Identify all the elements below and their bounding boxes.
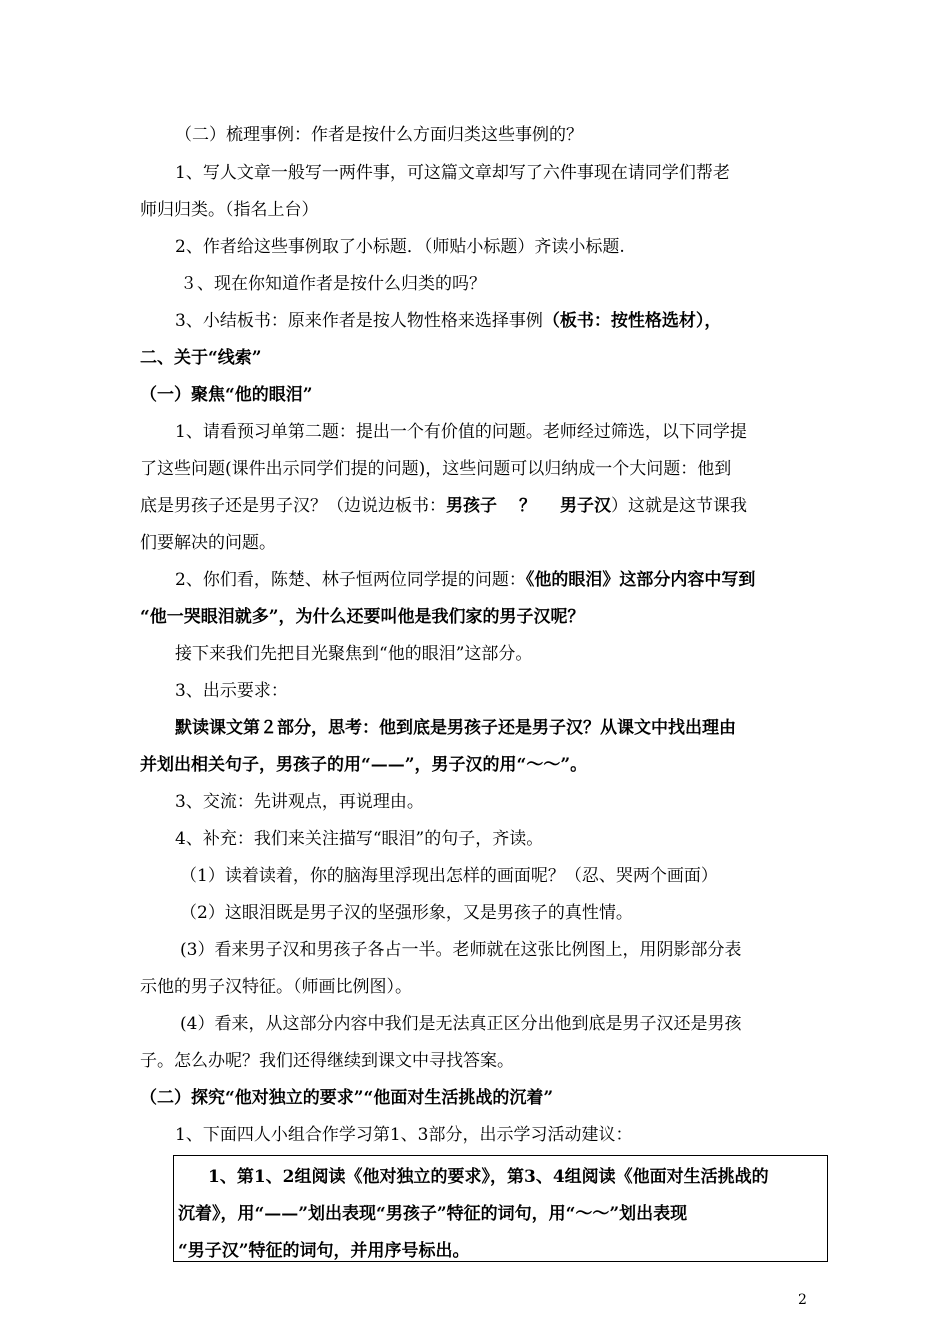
requirement-line: 默读课文第２部分，思考：他到底是男孩子还是男子汉？从课文中找出理由 <box>175 718 736 738</box>
paragraph-line: 示他的男子汉特征。（师画比例图）。 <box>140 977 412 997</box>
paragraph-line: 师归归类。（指名上台） <box>140 200 319 220</box>
text-run: 底是男孩子还是男子汉？（边说边板书： <box>140 496 446 516</box>
paragraph-line: 子。怎么办呢？我们还得继续到课文中寻找答案。 <box>140 1051 514 1071</box>
paragraph-line: 4、补充：我们来关注描写“眼泪”的句子，齐读。 <box>175 829 544 849</box>
paragraph-line: (3）看来男子汉和男孩子各占一半。老师就在这张比例图上，用阴影部分表 <box>180 940 742 960</box>
paragraph-line-summary <box>175 310 721 332</box>
paragraph-line: ３、现在你知道作者是按什么归类的吗？ <box>180 274 486 294</box>
paragraph-line: （1）读着读着，你的脑海里浮现出怎样的画面呢？（忍、哭两个画面） <box>180 866 718 886</box>
board-man-bold: 男子汉 <box>560 496 611 516</box>
text-run: 2、你们看，陈楚、林子恒两位同学提的问题： <box>175 570 526 590</box>
summary-text: 3、小结板书：原来作者是按人物性格来选择事例 <box>175 311 543 331</box>
board-question-bold: ？ <box>519 496 536 516</box>
section-heading-clue: 二、关于“线索” <box>140 348 262 368</box>
paragraph-line: (4）看来，从这部分内容中我们是无法真正区分出他到底是男子汉还是男孩 <box>180 1014 742 1034</box>
question-bold: 《他的眼泪》这部分内容中写到 <box>525 570 756 590</box>
page-number: 2 <box>798 1292 807 1308</box>
paragraph-line: 2、作者给这些事例取了小标题．（师贴小标题）齐读小标题. <box>175 237 625 257</box>
paragraph-line: 了这些问题(课件出示同学们提的问题)，这些问题可以归纳成一个大问题：他到 <box>140 459 732 479</box>
subsection-heading-tears: （一）聚焦“他的眼泪” <box>140 385 313 405</box>
board-boy-bold: 男孩子 <box>446 496 497 516</box>
paragraph-line: 们要解决的问题。 <box>140 533 276 553</box>
heading-sort-examples: （二）梳理事例：作者是按什么方面归类这些事例的？ <box>175 125 583 145</box>
paragraph-line: 接下来我们先把目光聚焦到“他的眼泪”这部分。 <box>175 644 533 664</box>
text-run: ）这就是这节课我 <box>611 496 747 516</box>
box-line: 沉着》，用“——”划出表现“男孩子”特征的词句，用“～～”划出表现 <box>178 1204 688 1224</box>
paragraph-line: 1、请看预习单第二题：提出一个有价值的问题。老师经过筛选，以下同学提 <box>175 422 747 442</box>
paragraph-line: 1、下面四人小组合作学习第1、3部分，出示学习活动建议： <box>175 1125 633 1145</box>
box-line: “男子汉”特征的词句，并用序号标出。 <box>178 1241 470 1261</box>
box-line: 1、第1、2组阅读《他对独立的要求》，第3、4组阅读《他面对生活挑战的 <box>208 1167 769 1187</box>
paragraph-line: 3、出示要求： <box>175 681 288 701</box>
paragraph-line: 3、交流：先讲观点，再说理由。 <box>175 792 424 812</box>
requirement-line: 并划出相关句子，男孩子的用“——”，男子汉的用“～～”。 <box>140 755 588 775</box>
paragraph-line: 1、写人文章一般写一两件事，可这篇文章却写了六件事现在请同学们帮老 <box>175 163 730 183</box>
subsection-heading-explore: （二）探究“他对独立的要求”“他面对生活挑战的沉着” <box>140 1088 554 1108</box>
paragraph-line: （2）这眼泪既是男子汉的坚强形象，又是男孩子的真性情。 <box>180 903 633 923</box>
paragraph-line-question <box>175 569 755 591</box>
paragraph-line-bold: “他一哭眼泪就多”，为什么还要叫他是我们家的男子汉呢？ <box>140 607 585 627</box>
paragraph-line-board <box>140 495 747 517</box>
board-note-bold: （板书：按性格选材）， <box>542 311 722 331</box>
